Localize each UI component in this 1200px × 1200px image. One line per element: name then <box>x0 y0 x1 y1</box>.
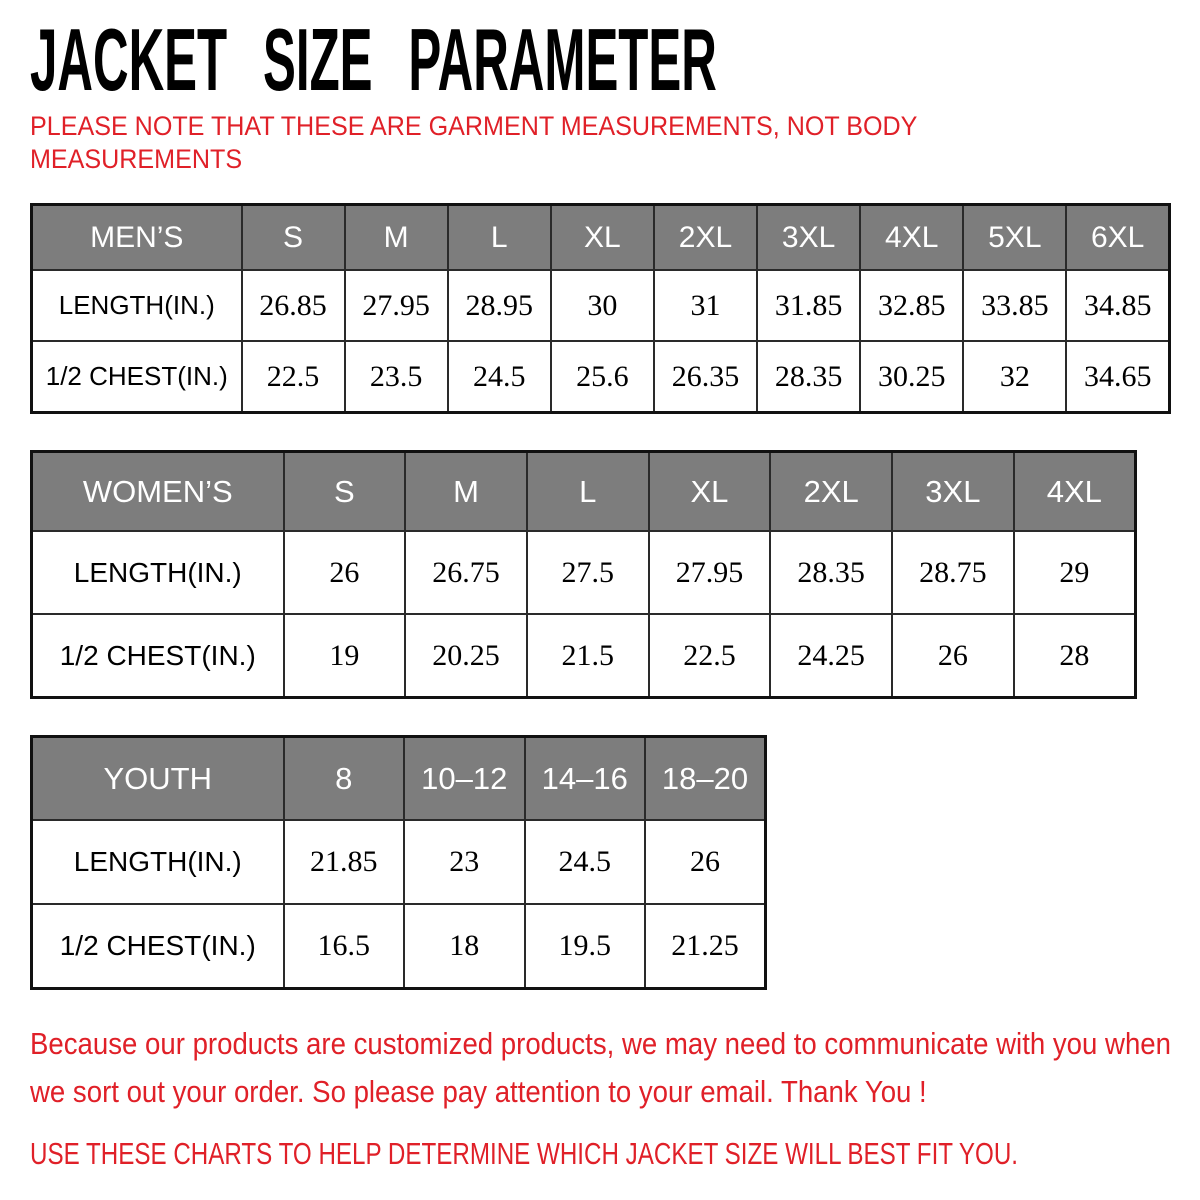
value-cell: 23 <box>404 820 525 904</box>
value-cell: 34.65 <box>1066 341 1169 412</box>
value-cell: 28.95 <box>448 270 551 341</box>
size-col-header: 3XL <box>757 204 860 270</box>
youth-length-row <box>32 820 766 904</box>
value-cell: 26 <box>284 531 406 614</box>
value-cell: 26 <box>892 614 1014 697</box>
size-col-header: 8 <box>284 736 405 820</box>
size-col-header: 3XL <box>892 451 1014 531</box>
value-cell: 32.85 <box>860 270 963 341</box>
youth-header-row <box>32 736 766 820</box>
value-cell: 24.5 <box>448 341 551 412</box>
value-cell: 18 <box>404 904 525 988</box>
mens-chest-row <box>32 341 1170 412</box>
customization-notice: Because our products are customized products, we may need to communicate with you when we sort out your order. So please pay attention to your email. Thank You ! <box>30 1025 1171 1109</box>
womens-header-row <box>32 451 1136 531</box>
value-cell: 28.35 <box>757 341 860 412</box>
womens-size-table <box>30 450 1137 699</box>
size-col-header: 2XL <box>654 204 757 270</box>
size-col-header: 6XL <box>1066 204 1169 270</box>
size-col-header: S <box>242 204 345 270</box>
mens-table-title: MEN’S <box>32 204 242 270</box>
size-col-header: 14–16 <box>525 736 646 820</box>
value-cell: 30.25 <box>860 341 963 412</box>
value-cell: 28.35 <box>770 531 892 614</box>
value-cell: 27.95 <box>649 531 771 614</box>
value-cell: 25.6 <box>551 341 654 412</box>
mens-header-row <box>32 204 1170 270</box>
value-cell: 31.85 <box>757 270 860 341</box>
garment-measurement-note: PLEASE NOTE THAT THESE ARE GARMENT MEASUREMENTS, NOT BODY MEASUREMENTS <box>30 111 917 175</box>
youth-chest-row <box>32 904 766 988</box>
value-cell: 26 <box>645 820 766 904</box>
size-col-header: L <box>527 451 649 531</box>
size-col-header: L <box>448 204 551 270</box>
value-cell: 27.5 <box>527 531 649 614</box>
value-cell: 21.85 <box>284 820 405 904</box>
value-cell: 26.35 <box>654 341 757 412</box>
size-col-header: M <box>405 451 527 531</box>
row-label: LENGTH(IN.) <box>32 531 284 614</box>
page-title: JACKET SIZE PARAMETER <box>30 10 717 109</box>
row-label: LENGTH(IN.) <box>32 820 284 904</box>
value-cell: 28.75 <box>892 531 1014 614</box>
size-col-header: 2XL <box>770 451 892 531</box>
size-col-header: M <box>345 204 448 270</box>
value-cell: 19.5 <box>525 904 646 988</box>
row-label: 1/2 CHEST(IN.) <box>32 614 284 697</box>
size-col-header: XL <box>649 451 771 531</box>
value-cell: 34.85 <box>1066 270 1169 341</box>
value-cell: 32 <box>963 341 1066 412</box>
value-cell: 24.5 <box>525 820 646 904</box>
size-col-header: 18–20 <box>645 736 766 820</box>
size-col-header: 10–12 <box>404 736 525 820</box>
size-col-header: XL <box>551 204 654 270</box>
value-cell: 28 <box>1014 614 1136 697</box>
size-col-header: 5XL <box>963 204 1066 270</box>
youth-table-title: YOUTH <box>32 736 284 820</box>
value-cell: 29 <box>1014 531 1136 614</box>
value-cell: 26.75 <box>405 531 527 614</box>
womens-chest-row <box>32 614 1136 697</box>
youth-size-table <box>30 735 767 990</box>
row-label: 1/2 CHEST(IN.) <box>32 904 284 988</box>
mens-length-row <box>32 270 1170 341</box>
value-cell: 31 <box>654 270 757 341</box>
value-cell: 21.25 <box>645 904 766 988</box>
value-cell: 30 <box>551 270 654 341</box>
value-cell: 22.5 <box>242 341 345 412</box>
value-cell: 21.5 <box>527 614 649 697</box>
value-cell: 16.5 <box>284 904 405 988</box>
size-col-header: 4XL <box>860 204 963 270</box>
womens-table-title: WOMEN’S <box>32 451 284 531</box>
mens-size-table <box>30 203 1171 414</box>
value-cell: 23.5 <box>345 341 448 412</box>
row-label: LENGTH(IN.) <box>32 270 242 341</box>
value-cell: 26.85 <box>242 270 345 341</box>
size-col-header: 4XL <box>1014 451 1136 531</box>
value-cell: 22.5 <box>649 614 771 697</box>
value-cell: 24.25 <box>770 614 892 697</box>
value-cell: 33.85 <box>963 270 1066 341</box>
womens-length-row <box>32 531 1136 614</box>
row-label: 1/2 CHEST(IN.) <box>32 341 242 412</box>
value-cell: 27.95 <box>345 270 448 341</box>
value-cell: 20.25 <box>405 614 527 697</box>
chart-usage-note: USE THESE CHARTS TO HELP DETERMINE WHICH JACKET SIZE WILL BEST FIT YOU. <box>30 1136 1019 1172</box>
value-cell: 19 <box>284 614 406 697</box>
size-col-header: S <box>284 451 406 531</box>
